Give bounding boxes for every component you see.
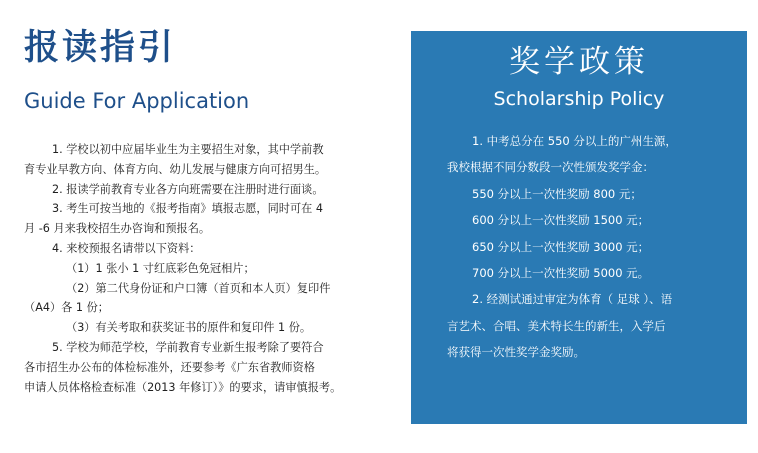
- guide-line: （A4）各 1 份；: [24, 301, 109, 315]
- scholarship-line: 650 分以上一次性奖励 3000 元；: [472, 239, 650, 254]
- scholarship-body: [447, 128, 733, 366]
- guide-line: 月 -6 月来我校招生办咨询和预报名。: [24, 222, 211, 236]
- scholarship-line: 将获得一次性奖学金奖励。: [447, 345, 585, 360]
- guide-section: [24, 28, 394, 438]
- scholarship-line: 700 分以上一次性奖励 5000 元。: [472, 266, 650, 281]
- scholarship-line: 我校根据不同分数段一次性颁发奖学金：: [447, 160, 654, 175]
- scholarship-line: 600 分以上一次性奖励 1500 元；: [472, 213, 650, 228]
- guide-line: 3. 考生可按当地的《报考指南》填报志愿，同时可在 4: [52, 202, 324, 216]
- guide-title-cn: 报读指引: [24, 28, 177, 68]
- guide-line: 5. 学校为师范学校，学前教育专业新生报考除了要符合: [52, 340, 324, 354]
- guide-line: （1）1 张小 1 寸红底彩色免冠相片；: [66, 261, 255, 275]
- guide-line: （2）第二代身份证和户口簿（首页和本人页）复印件: [66, 281, 331, 295]
- guide-title-en: Guide For Application: [24, 89, 250, 113]
- guide-line: 4. 来校预报名请带以下资料：: [52, 241, 201, 255]
- scholarship-title-cn: 奖学政策: [509, 44, 649, 80]
- guide-line: 申请人员体格检查标准（2013 年修订）》的要求，请审慎报考。: [24, 380, 342, 394]
- scholarship-line: 550 分以上一次性奖励 800 元；: [472, 186, 642, 201]
- scholarship-line: 2. 经测试通过审定为体育（ 足球 ）、语: [472, 292, 673, 307]
- guide-line: 育专业早教方向、体育方向、幼儿发展与健康方向可招男生。: [24, 162, 327, 176]
- guide-line: 各市招生办公布的体检标准外，还要参考《广东省教师资格: [24, 360, 315, 374]
- scholarship-line: 言艺术、合唱、美术特长生的新生，入学后: [447, 318, 666, 333]
- scholarship-line: 1. 中考总分在 550 分以上的广州生源，: [472, 134, 677, 148]
- guide-line: 2. 报读学前教育专业各方向班需要在注册时进行面谈。: [52, 182, 324, 196]
- guide-line: （3）有关考取和获奖证书的原件和复印件 1 份。: [66, 321, 312, 335]
- scholarship-title-en: Scholarship Policy: [493, 88, 665, 110]
- scholarship-panel: [411, 31, 747, 424]
- guide-line: 1. 学校以初中应届毕业生为主要招生对象，其中学前教: [52, 143, 324, 156]
- guide-body: [24, 140, 386, 397]
